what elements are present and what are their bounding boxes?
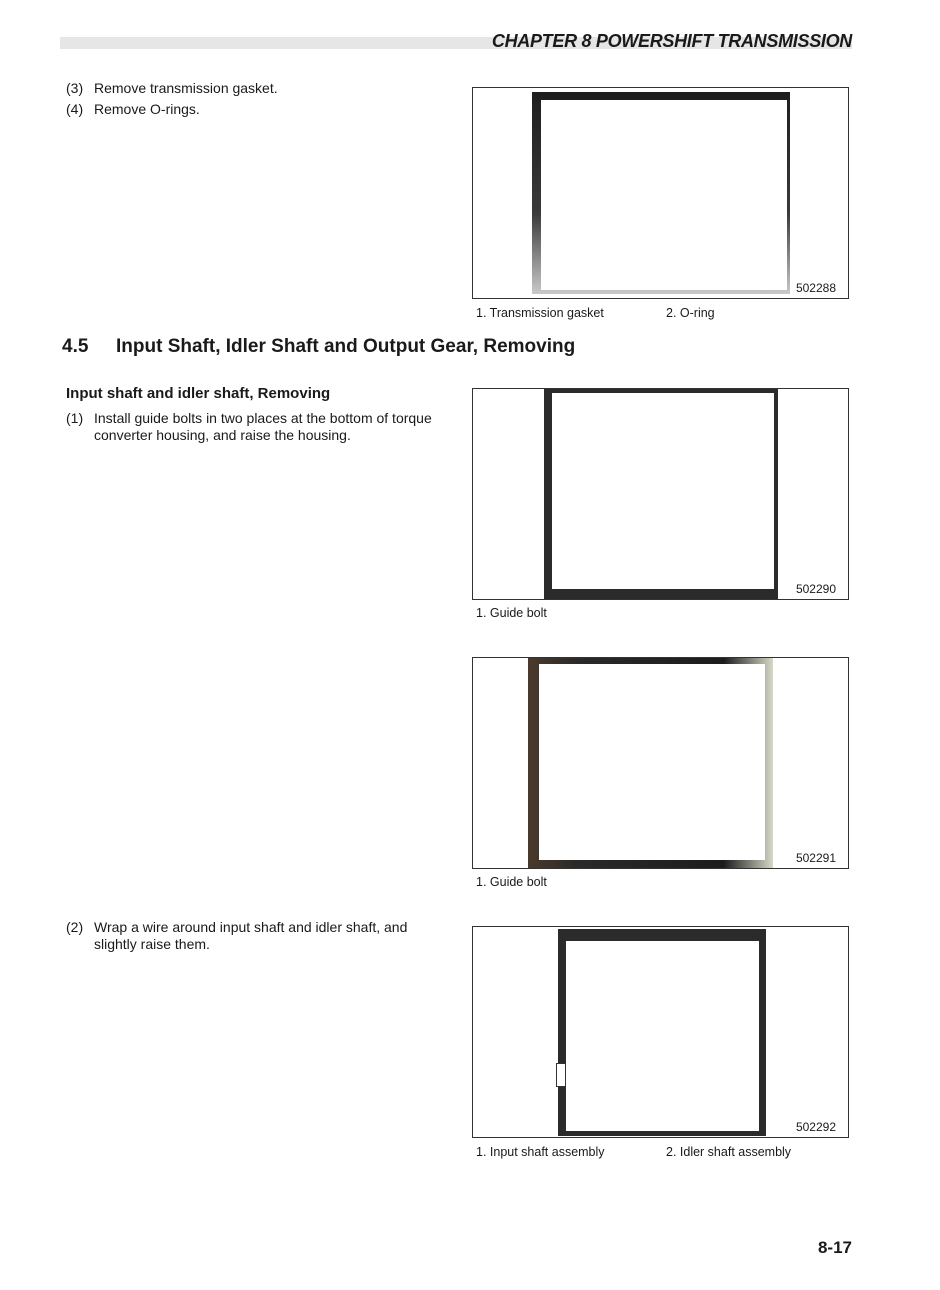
step-2 [66,919,456,955]
figure-502291 [472,657,849,869]
step-text-line: converter housing, and raise the housing. [94,427,351,443]
step-number: (3) [66,80,84,96]
figure-caption: 2. Idler shaft assembly [666,1145,792,1159]
step-text-line: slightly raise them. [94,936,210,952]
step-text-line: Wrap a wire around input shaft and idler shaft, and [94,919,408,935]
image-redaction [541,100,787,290]
figure-caption: 1. Input shaft assembly [476,1145,605,1159]
step-text: Remove transmission gasket. [94,80,278,96]
step-number: (2) [66,919,84,935]
callout-marker [556,1063,566,1087]
step-4 [66,101,446,118]
figure-id: 502291 [795,851,836,865]
step-3 [66,80,446,97]
section-number: 4.5 [62,336,89,357]
step-text-line: Install guide bolts in two places at the bottom of torque [94,410,432,426]
figure-id: 502288 [795,281,836,295]
page-number: 8-17 [817,1238,852,1257]
step-1 [66,410,456,446]
chapter-title: CHAPTER 8 POWERSHIFT TRANSMISSION [491,31,852,51]
step-number: (4) [66,101,84,117]
figure-502288 [472,87,849,299]
figure-caption: 1. Guide bolt [476,875,547,889]
image-redaction [566,941,759,1131]
figure-502290 [472,388,849,600]
step-text: Remove O-rings. [94,101,200,117]
step-number: (1) [66,410,84,426]
figure-caption: 2. O-ring [666,306,715,320]
figure-caption: 1. Guide bolt [476,606,547,620]
figure-502292 [472,926,849,1138]
figure-id: 502292 [795,1120,836,1134]
image-redaction [539,664,765,860]
image-redaction [552,393,774,589]
section-heading [62,336,662,360]
subsection-title: Input shaft and idler shaft, Removing [66,385,331,402]
section-title: Input Shaft, Idler Shaft and Output Gear, Removing [116,336,576,357]
figure-id: 502290 [795,582,836,596]
figure-caption: 1. Transmission gasket [476,306,604,320]
